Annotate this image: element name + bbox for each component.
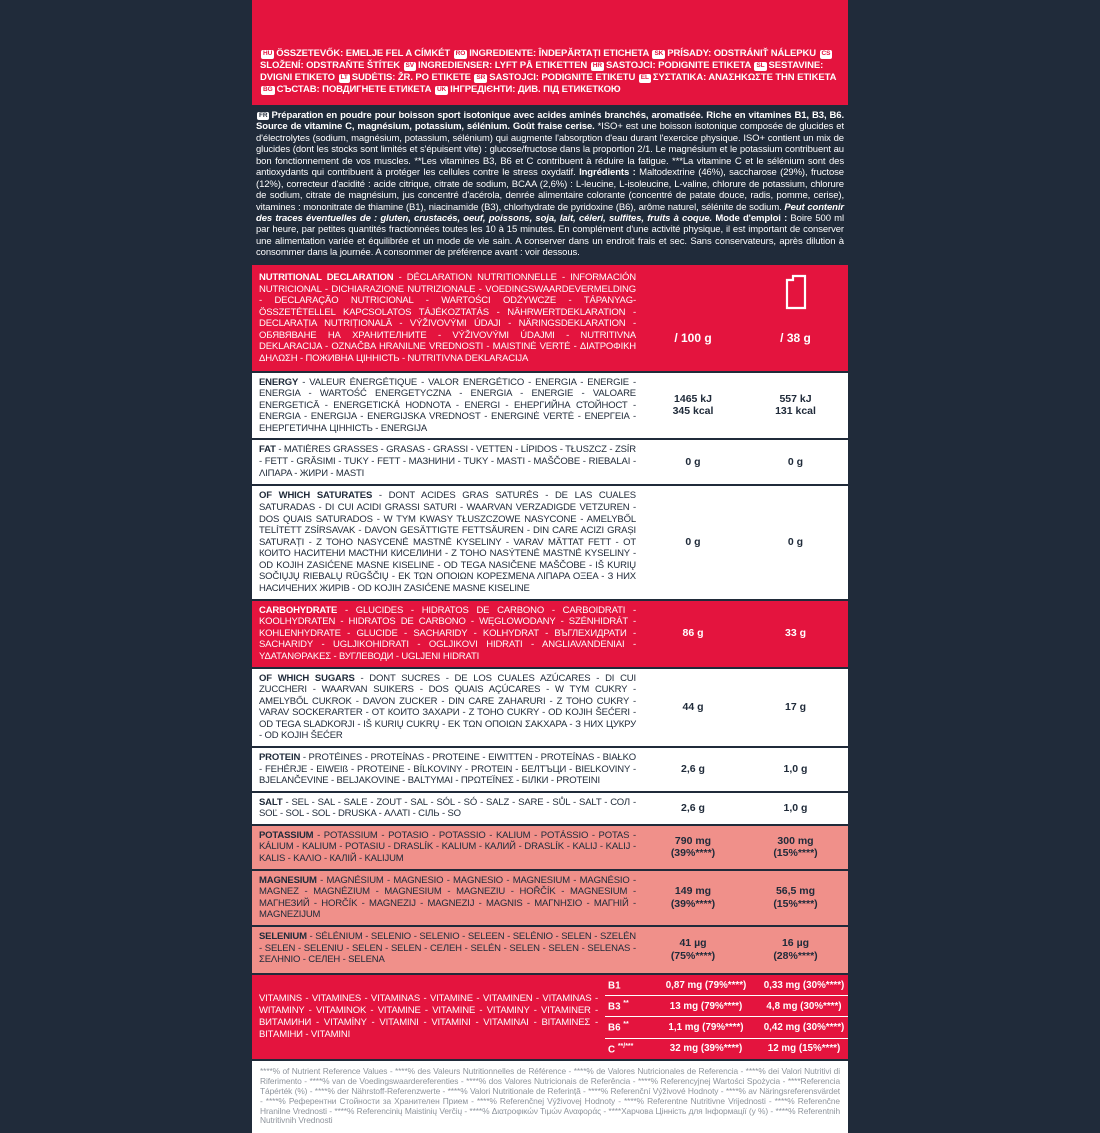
language-badge: HR: [592, 62, 602, 70]
nutrition-table-header: [252, 265, 848, 371]
value-38g: 17 g: [784, 700, 806, 713]
reference-values-footnote: [252, 1061, 848, 1133]
vitamin-row-b6: B6 ** 1,1 mg (79%****) 0,42 mg (30%****): [605, 1016, 848, 1037]
ingredient-instruction: PODIGNITE ETIKETA: [658, 60, 754, 72]
ingredient-keyword: ΣΥΣΤΑΤΙΚΑ:: [652, 72, 709, 84]
column-header-100g: / 100 g: [674, 330, 712, 345]
value-38g: 1,0 g: [783, 763, 808, 776]
row-saturates: OF WHICH SATURATES - DONT ACIDES GRAS SATURÉS - DE LAS CUALES SATURADAS - DI CUI ACIDI GRASSI SATURI - WAARVAN VERZADIGDE VETZUREN - DOS QUAIS SATURADOS - W TYM KWASY TŁUSZCZOWE NASYCONE - AMELYBŐL TELÍTETT ZSÍRSAVAK - DAVON GESÄTTIGTE FETTSÄUREN - DIN CARE ACIZI GRAȘI SATURAȚI - Z TOHO NASYCENÉ MASTNÉ KYSELINY - VARAV MÄTTAT FETT - ОТ КОИТО НАСИТЕНИ МАСТНИ КИСЕЛИНИ - Z TOHO NASÝTENÉ MASTNÉ KYSELINY - OD KOJIH ZASIĆENE MASNE KISELINE - OD TEGA NASIČENE MAŠČOBE - IŠ KURIŲ SOČIŲJŲ RIEBALŲ RŪGŠČIŲ - ΕΚ ΤΩΝ ΟΠΟΙΩΝ ΚΟΡΕΣΜΕΝΑ ΛΙΠΑΡΑ ΟΞΕΑ - З НИХ НАСИЧЕНИХ ЖИРІВ - OD KOJIH ZASIĆENE MASNE KISELINE 0 g 0 g: [252, 486, 848, 598]
ingredient-instruction: PODIGNITE ETIKETU: [541, 72, 638, 84]
row-magnesium: MAGNESIUM - MAGNÉSIUM - MAGNESIO - MAGNESIO - MAGNESIUM - MAGNÉSIO - MAGNEZ - MAGNÉZIUM - MAGNESIUM - MAGNEZIU - HOŘČÍK - MAGNESIUM - МАГНЕЗИЙ - HORČÍK - MAGNEZIJ - MAGNEZIJ - MAGNIS - ΜΑΓΝΗΣΙΟ - МАГНІЙ - MAGNEZIJUM 149 mg (39%****) 56,5 mg (15%****): [252, 871, 848, 925]
fr-intro: Préparation en poudre pour boisson sport isotonique avec acides aminés branchés, aromatisée. Riche en vitamines B1, B3, B6. Source de vitamine C, magnésium, potassium, sélénium. Goût fraise cerise.: [256, 109, 844, 133]
value-38g: 557 kJ 131 kcal: [775, 392, 816, 418]
ingredient-keyword: ІНГРЕДІЄНТИ:: [450, 84, 518, 96]
value-38g: 16 µg (28%****): [773, 937, 818, 962]
language-badge-fr: FR: [259, 111, 268, 119]
row-fat: FAT - MATIÈRES GRASSES - GRASAS - GRASSI - VETTEN - LÍPIDOS - TŁUSZCZ - ZSÍR - FETT - GRĂSIMI - TUKY - FETT - МАЗНИНИ - TUKY - MASTI - MAŠČOBE - RIEBALAI - ΛΙΠΑΡΑ - ЖИРИ - MASTI 0 g 0 g: [252, 440, 848, 484]
row-salt: SALT - SEL - SAL - SALE - ZOUT - SAL - SÓL - SÓ - SALZ - SARE - SŮL - SALT - СОЛ - SOĽ - SOL - SOL - DRUSKA - ΑΛΑΤΙ - СІЛЬ - SO 2,6 g 1,0 g: [252, 793, 848, 824]
language-badge: RO: [455, 50, 466, 57]
nutrition-table: [252, 265, 848, 1059]
value-100g: 149 mg (39%****): [670, 885, 716, 910]
ingredient-instruction: ΑΝΑΣΗΚΩΣΤΕ ΤΗΝ ΕΤΙΚΕΤΑ: [708, 72, 837, 84]
value-38g: 0 g: [787, 456, 804, 469]
ingredient-keyword: PRÍSADY:: [667, 48, 714, 59]
ingredient-instruction: ÎNDEPĂRTAȚI ETICHETA: [538, 48, 652, 59]
ingredient-instruction: ŽR. PO ETIKETE: [397, 72, 474, 84]
ingredient-instruction: EMELJE FEL A CÍMKÉT: [345, 48, 453, 59]
ingredient-instruction: LYFT PÅ ETIKETTEN: [494, 60, 590, 72]
ingredient-keyword: INGREDIENTE:: [469, 48, 539, 59]
row-vitamins: [252, 975, 848, 1059]
vitamins-label: VITAMINS - VITAMINES - VITAMINAS - VITAMINE - VITAMINEN - VITAMINAS - WITAMINY - VITAMINOK - VITAMINE - VITAMINE - VITAMINY - VITAMINER - ВИТАМИНИ - VITAMÍNY - VITAMINI - VITAMINI - VITAMINAI - ΒΙΤΑΜΙΝΕΣ - ВІТАМІНИ - VITAMINI: [259, 993, 598, 1040]
ingredient-keyword: SASTOJCI:: [605, 60, 659, 72]
vitamin-row-b1: B1 0,87 mg (79%****) 0,33 mg (30%****): [605, 975, 848, 995]
value-100g: 0 g: [685, 456, 701, 469]
value-100g: 44 g: [682, 700, 704, 713]
footnote-text: ****% of Nutrient Reference Values - ****% des Valeurs Nutritionnelles de Référence - ****% de Valores Nutricionales de Referencia - ****% dei Valori Nutritivi di Riferimento - ****% van de Voedingswaardereferenties - ****% dos Valores Nutricionais de Referência - ****% Referencyjnej Wartości Spożycia - ****Referencia Tápérték (%) - ****% der Nährstoff-Referenzwerte - ****% Valori Nutritionale de Referință - ****% Referenční Výživové Hodnoty - ****% av Näringsreferensvärdet - ****% Референтни Стойности за Хранителен Прием - ****% Referenčnej Výživovej Hodnoty - ****% Referentne Nutritivne Vrijednosti - ****% Referenčne Hranilne Vrednosti - ****% Referencinių Maistinių Verčių - ****% Διατροφικών Τιμών Αναφοράς - ****Харчова Цінність для Інформації (у %) - ****% Referentnih Nutritivnih Vrednosti: [260, 1065, 840, 1126]
label-content-column: [252, 0, 848, 1133]
value-38g: 33 g: [784, 627, 806, 640]
value-38g: 0,33 mg (30%****): [763, 979, 845, 991]
value-100g: 86 g: [682, 627, 704, 640]
value-38g: 56,5 mg (15%****): [773, 885, 818, 910]
fr-traces: Peut contenir des traces éventuelles de : gluten, crustacés, oeuf, poissons, soja, lait, céleri, sulfites, fruits à coque.: [256, 201, 844, 224]
language-badge: CS: [821, 50, 831, 57]
value-100g: 790 mg (39%****): [670, 834, 716, 860]
language-badge: SK: [654, 50, 664, 57]
value-100g: 32 mg (39%****): [669, 1043, 743, 1055]
value-100g: 13 mg (79%****): [669, 1000, 743, 1012]
fr-body: *ISO+ est une boisson isotonique composée de glucides et d'électrolytes (sodium, magnésium, potassium, sélénium) qui augmente l'absorption d'eau durant l'exercice physique. ISO+ contient un mix de glucides (dont les stocks sont limités et s'épuisent vite) : glucose/fructose dans la proportion 2/1. Le magnésium et le potassium contribuent au bon fonctionnement de vos muscles. **Les vitamines B3, B6 et C contribuent à réduire la fatigue. ***La vitamine C et le sélénium sont des antioxydants qui contribuent à protéger les cellules contre le stress oxydatif.: [256, 121, 844, 179]
ingredient-keyword: ÖSSZETEVŐK:: [276, 48, 346, 59]
fr-ingredients-label: Ingrédients :: [579, 167, 640, 179]
ingredient-instruction: ПОВДИГНЕТЕ ЕТИКЕТА: [322, 84, 434, 96]
value-38g: 0,42 mg (30%****): [763, 1022, 845, 1034]
value-100g: 41 µg (75%****): [670, 937, 716, 962]
language-badge: BG: [263, 86, 273, 94]
language-badge: LT: [340, 74, 348, 82]
fr-usage-body: Boire 500 ml par heure, par petites quantités fractionnées toutes les 10 à 15 minutes. En complément d'une activité physique, il est important de conserver une alimentation variée et équilibrée et un mode de vie sain. A conserver dans un endroit frais et sec. Sans conservateurs, après dilution à consommer dans la journée. A consommer de préférence avant : voir dessous.: [256, 212, 844, 259]
language-badge: EL: [640, 74, 649, 82]
value-38g: 300 mg (15%****): [773, 834, 818, 860]
fr-usage-label: Mode d'emploi :: [715, 212, 791, 224]
ingredient-instruction: DVIGNI ETIKETO: [260, 72, 338, 84]
row-potassium: POTASSIUM - POTASSIUM - POTASIO - POTASSIO - KALIUM - POTÁSSIO - POTAS - KÁLIUM - KALIUM - POTASIU - DRASLÍK - KALIUM - КАЛИЙ - DRASLÍK - KALIJ - KALIJ - KALIS - ΚΑΛΙΟ - КАЛІЙ - KALIJUM 790 mg (39%****) 300 mg (15%****): [252, 826, 848, 869]
ingredient-instruction: ODSTRÁNIŤ NÁLEPKU: [713, 48, 819, 59]
row-carbohydrate: CARBOHYDRATE - GLUCIDES - HIDRATOS DE CARBONO - CARBOIDRATI - KOOLHYDRATEN - HIDRATOS DE CARBONO - WĘGLOWODANY - SZÉNHIDRÁT - KOHLENHYDRATE - GLUCIDE - SACHARIDY - KOLHYDRAT - ВЪГЛЕХИДРАТИ - SACHARIDY - UGLJIKOHIDRATI - OGLJIKOVI HIDRATI - ANGLIAVANDENIAI - ΥΔΑΤΑΝΘΡΑΚΕΣ - ВУГЛЕВОДИ - UGLJENI HIDRATI 86 g 33 g: [252, 601, 848, 667]
column-header-38g: / 38 g: [743, 265, 848, 371]
language-badge: SV: [405, 62, 415, 70]
row-protein: PROTEIN - PROTÉINES - PROTEÍNAS - PROTEINE - EIWITTEN - PROTEÍNAS - BIAŁKO - FEHÉRJE - EIWEIß - PROTEINE - BÍLKOVINY - PROTEIN - БЕЛТЪЦИ - BIELKOVINY - BJELANČEVINE - BELJAKOVINE - BALTYMAI - ΠΡΩΤΕΪΝΕΣ - БІЛКИ - PROTEINI 2,6 g 1,0 g: [252, 748, 848, 791]
language-badge: SL: [756, 62, 765, 70]
row-sugars: OF WHICH SUGARS - DONT SUCRES - DE LOS CUALES AZÚCARES - DI CUI ZUCCHERI - WAARVAN SUIKERS - DOS QUAIS AÇÚCARES - W TYM CUKRY - AMELYBŐL CUKROK - DAVON ZUCKER - DIN CARE ZAHARURI - Z TOHO CUKRY - VARAV SOCKERARTER - ОТ КОИТО ЗАХАРИ - Z TOHO CUKRY - OD KOJIH ŠEĆERI - OD TEGA SLADKORJI - IŠ KURIŲ CUKRŲ - ΕΚ ΤΩΝ ΟΠΟΙΩΝ ΣΑΚΧΑΡΑ - З НИХ ЦУКРУ - OD KOJIH ŠEĆER 44 g 17 g: [252, 669, 848, 746]
nutrition-header-title: NUTRITIONAL DECLARATION - DÉCLARATION NUTRITIONNELLE - INFORMACIÓN NUTRICIONAL - DICHIARAZIONE NUTRIZIONALE - VOEDINGSWAARDEVERMELDING - DECLARAÇÃO NUTRICIONAL - WARTOŚCI ODŻYWCZE - TÁPANYAG-ÖSSZETÉTELLEL KAPCSOLATOS TÁJÉKOZTATÁS - NÄHRWERTDEKLARATION - DECLARAȚIA NUTRIȚIONALĂ - VÝŽIVOVÝMI ÚDAJI - NÄRINGSDEKLARATION - ОБЯВЯВАНЕ НА ХРАНИТЕЛНИТЕ - VÝŽIVOVÝMI ÚDAJMI - NUTRITIVNA DEKLARACIJA - OZNAČBA HRANILNE VREDNOSTI - MAISTINĖ VERTĖ - ΔΙΑΤΡΟΦΙΚΗ ΔΗΛΩΣΗ - ПОЖИВНА ЦІННІСТЬ - NUTRITIVNA DEKLARACIJA: [259, 271, 637, 364]
ingredients-banner: [252, 0, 848, 105]
fr-ingredients-body: Maltodextrine (46%), saccharose (29%), fructose (12%), correcteur d'acidité : acide citrique, citrate de sodium, BCAA (2,6%) : L-leucine, L-isoleucine, L-valine, chlorure de potassium, chlorure de sodium, citrate de magnésium, jus concentré d'acérola, denrée alimentaire colorante (concentré de patate douce, radis, pomme, cerise), vitamines : mononitrate de thiamine (B1), niacinamide (B3), chlorhydrate de pyridoxine (B6), arôme naturel, sélénite de sodium.: [256, 167, 844, 213]
row-selenium: SELENIUM - SÉLÉNIUM - SELENIO - SELENIO - SELEEN - SELÉNIO - SELEN - SZELÉN - SELEN - SELENIU - SELEN - SELEN - СЕЛЕН - SELÉN - SELEN - SELEN - SELENAS - ΣΕΛΗΝΙΟ - СЕЛЕН - SELENA 41 µg (75%****) 16 µg (28%****): [252, 927, 848, 973]
value-38g: 4,8 mg (30%****): [766, 1000, 842, 1012]
value-38g: 12 mg (15%****): [767, 1043, 841, 1055]
ingredient-keyword: SESTAVINE:: [768, 60, 824, 72]
sachet-icon: [785, 274, 807, 314]
value-38g: 0 g: [787, 536, 804, 549]
vitamin-row-c: C **/*** 32 mg (39%****) 12 mg (15%****): [605, 1038, 848, 1059]
ingredient-keyword: СЪСТАВ:: [276, 84, 323, 96]
fr-description: [252, 105, 848, 263]
value-38g: 1,0 g: [783, 802, 808, 815]
value-100g: 1,1 mg (79%****): [668, 1022, 744, 1034]
value-100g: 2,6 g: [681, 802, 705, 815]
vitamins-subtable: [605, 975, 848, 1059]
value-100g: 2,6 g: [681, 763, 705, 776]
ingredient-instruction: ДИВ. ПІД ЕТИКЕТКОЮ: [517, 84, 621, 96]
ingredient-keyword: SUDĖTIS:: [351, 72, 398, 84]
ingredients-banner-text: [260, 48, 840, 97]
ingredient-keyword: SLOŽENÍ:: [260, 60, 307, 72]
value-100g: 1465 kJ 345 kcal: [672, 392, 714, 418]
row-energy: ENERGY - VALEUR ÉNERGÉTIQUE - VALOR ENERGÉTICO - ENERGIA - ENERGIE - ENERGIA - WARTOŚĆ ENERGETYCZNA - ENERGIA - ENERGIE - VALOARE ENERGETICĂ - ENERGETICKÁ HODNOTA - ENERGI - ЕНЕРГИЙНА СТОЙНОСТ - ENERGIA - ENERGIJA - ENERGIJSKA VREDNOST - ENERGINĖ VERTĖ - ΕΝΕΡΓΕΙΑ - ЕНЕРГЕТИЧНА ЦІННІСТЬ - ENERGIJA 1465 kJ 345 kcal 557 kJ 131 kcal: [252, 373, 848, 439]
language-badge: UK: [436, 86, 447, 94]
ingredient-keyword: INGREDIENSER:: [418, 60, 495, 72]
vitamin-row-b3: B3 ** 13 mg (79%****) 4,8 mg (30%****): [605, 995, 848, 1016]
language-badge: SR: [476, 74, 486, 82]
ingredient-instruction: ODSTRAŇTE ŠTÍTEK: [306, 60, 403, 72]
ingredient-keyword: SASTOJCI:: [489, 72, 542, 84]
value-100g: 0 g: [685, 536, 701, 549]
language-badge: HU: [263, 50, 273, 57]
value-100g: 0,87 mg (79%****): [665, 979, 747, 991]
